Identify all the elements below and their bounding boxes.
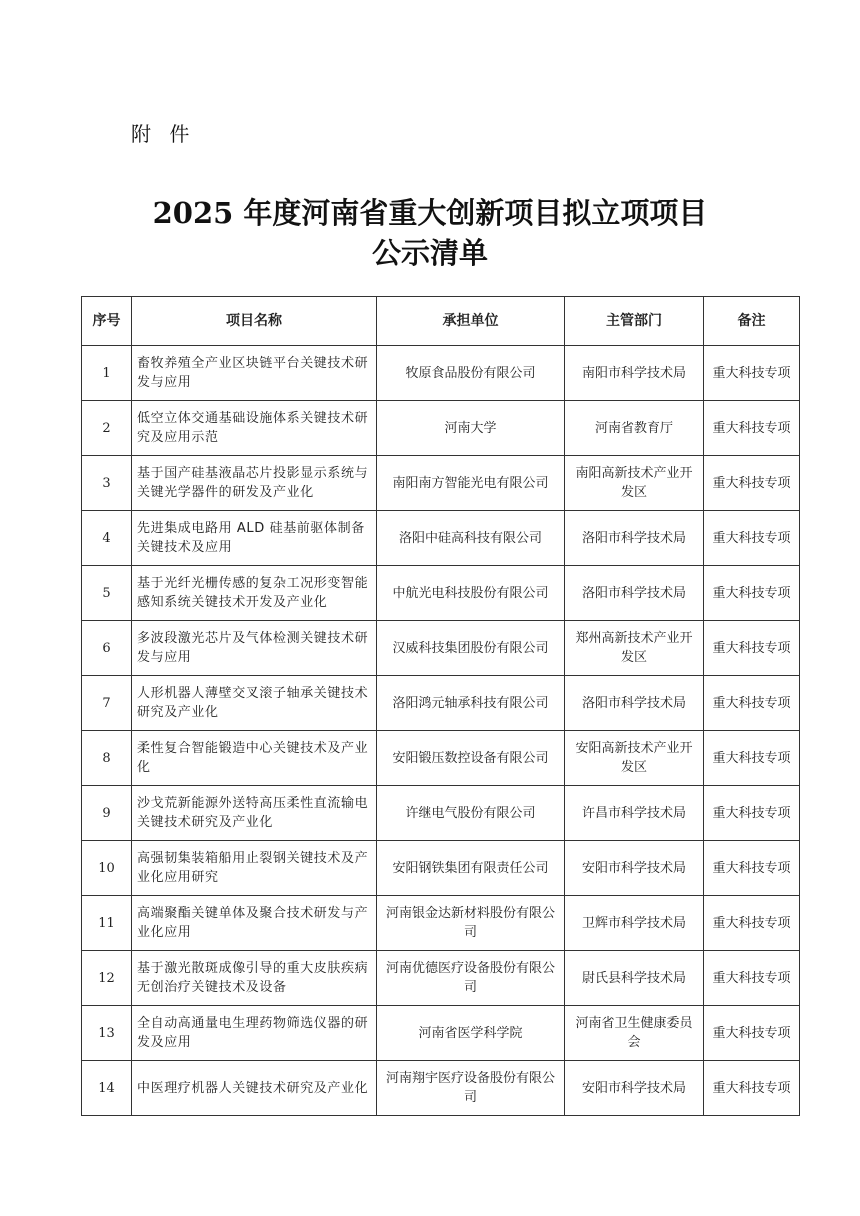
row-no: 7 — [82, 676, 132, 731]
row-project-name: 全自动高通量电生理药物筛选仪器的研发及应用 — [132, 1006, 377, 1061]
table-row — [82, 346, 800, 401]
row-department: 许昌市科学技术局 — [565, 786, 704, 841]
row-unit: 河南优德医疗设备股份有限公司 — [377, 951, 565, 1006]
row-project-name: 基于光纤光栅传感的复杂工况形变智能感知系统关键技术开发及产业化 — [132, 566, 377, 621]
row-remark: 重大科技专项 — [704, 401, 800, 456]
table-row — [82, 841, 800, 896]
row-unit: 河南省医学科学院 — [377, 1006, 565, 1061]
row-department: 河南省卫生健康委员会 — [565, 1006, 704, 1061]
row-project-name: 畜牧养殖全产业区块链平台关键技术研发与应用 — [132, 346, 377, 401]
row-remark: 重大科技专项 — [704, 896, 800, 951]
table-row — [82, 456, 800, 511]
row-department: 洛阳市科学技术局 — [565, 566, 704, 621]
row-remark: 重大科技专项 — [704, 951, 800, 1006]
project-table — [81, 296, 800, 1116]
row-department: 南阳市科学技术局 — [565, 346, 704, 401]
row-unit: 河南大学 — [377, 401, 565, 456]
row-project-name: 先进集成电路用 ALD 硅基前驱体制备关键技术及应用 — [132, 511, 377, 566]
header-remark: 备注 — [704, 297, 800, 346]
table-row — [82, 896, 800, 951]
row-no: 3 — [82, 456, 132, 511]
header-project-name: 项目名称 — [132, 297, 377, 346]
row-remark: 重大科技专项 — [704, 731, 800, 786]
row-department: 河南省教育厅 — [565, 401, 704, 456]
table-row — [82, 1061, 800, 1116]
row-unit: 安阳锻压数控设备有限公司 — [377, 731, 565, 786]
row-department: 卫辉市科学技术局 — [565, 896, 704, 951]
row-project-name: 人形机器人薄壁交叉滚子轴承关键技术研究及产业化 — [132, 676, 377, 731]
row-project-name: 中医理疗机器人关键技术研究及产业化 — [132, 1061, 377, 1116]
row-project-name: 沙戈荒新能源外送特高压柔性直流输电关键技术研究及产业化 — [132, 786, 377, 841]
row-department: 安阳高新技术产业开发区 — [565, 731, 704, 786]
table-row — [82, 621, 800, 676]
row-no: 6 — [82, 621, 132, 676]
row-remark: 重大科技专项 — [704, 346, 800, 401]
row-project-name: 高端聚酯关键单体及聚合技术研发与产业化应用 — [132, 896, 377, 951]
row-project-name: 高强韧集装箱船用止裂钢关键技术及产业化应用研究 — [132, 841, 377, 896]
table-row — [82, 566, 800, 621]
row-unit: 洛阳中硅高科技有限公司 — [377, 511, 565, 566]
row-no: 2 — [82, 401, 132, 456]
table-row — [82, 511, 800, 566]
row-project-name: 多波段激光芯片及气体检测关键技术研发与应用 — [132, 621, 377, 676]
row-unit: 洛阳鸿元轴承科技有限公司 — [377, 676, 565, 731]
row-remark: 重大科技专项 — [704, 1006, 800, 1061]
row-department: 郑州高新技术产业开发区 — [565, 621, 704, 676]
document-title: 2025 年度河南省重大创新项目拟立项项目 — [152, 196, 708, 230]
row-unit: 南阳南方智能光电有限公司 — [377, 456, 565, 511]
table-row — [82, 951, 800, 1006]
row-remark: 重大科技专项 — [704, 456, 800, 511]
row-unit: 牧原食品股份有限公司 — [377, 346, 565, 401]
row-remark: 重大科技专项 — [704, 1061, 800, 1116]
row-no: 12 — [82, 951, 132, 1006]
row-project-name: 基于国产硅基液晶芯片投影显示系统与关键光学器件的研发及产业化 — [132, 456, 377, 511]
row-no: 8 — [82, 731, 132, 786]
row-project-name: 基于激光散斑成像引导的重大皮肤疾病无创治疗关键技术及设备 — [132, 951, 377, 1006]
row-department: 洛阳市科学技术局 — [565, 511, 704, 566]
row-remark: 重大科技专项 — [704, 621, 800, 676]
header-unit: 承担单位 — [377, 297, 565, 346]
row-unit: 汉威科技集团股份有限公司 — [377, 621, 565, 676]
table-row — [82, 786, 800, 841]
row-project-name: 柔性复合智能锻造中心关键技术及产业化 — [132, 731, 377, 786]
row-department: 尉氏县科学技术局 — [565, 951, 704, 1006]
table-row — [82, 731, 800, 786]
document-subtitle: 公示清单 — [371, 236, 488, 270]
row-unit: 中航光电科技股份有限公司 — [377, 566, 565, 621]
row-project-name: 低空立体交通基础设施体系关键技术研究及应用示范 — [132, 401, 377, 456]
row-remark: 重大科技专项 — [704, 511, 800, 566]
row-unit: 许继电气股份有限公司 — [377, 786, 565, 841]
row-department: 安阳市科学技术局 — [565, 841, 704, 896]
table-row — [82, 401, 800, 456]
row-department: 南阳高新技术产业开发区 — [565, 456, 704, 511]
table-row — [82, 676, 800, 731]
row-unit: 安阳钢铁集团有限责任公司 — [377, 841, 565, 896]
row-remark: 重大科技专项 — [704, 566, 800, 621]
table-row — [82, 1006, 800, 1061]
row-no: 13 — [82, 1006, 132, 1061]
row-department: 安阳市科学技术局 — [565, 1061, 704, 1116]
attachment-label: 附 件 — [131, 122, 196, 146]
row-unit: 河南银金达新材料股份有限公司 — [377, 896, 565, 951]
header-no: 序号 — [82, 297, 132, 346]
row-no: 4 — [82, 511, 132, 566]
table-header-row — [82, 297, 800, 346]
row-remark: 重大科技专项 — [704, 676, 800, 731]
row-department: 洛阳市科学技术局 — [565, 676, 704, 731]
row-unit: 河南翔宇医疗设备股份有限公司 — [377, 1061, 565, 1116]
row-no: 11 — [82, 896, 132, 951]
row-no: 10 — [82, 841, 132, 896]
row-no: 1 — [82, 346, 132, 401]
header-department: 主管部门 — [565, 297, 704, 346]
row-no: 9 — [82, 786, 132, 841]
row-no: 5 — [82, 566, 132, 621]
row-remark: 重大科技专项 — [704, 841, 800, 896]
row-remark: 重大科技专项 — [704, 786, 800, 841]
row-no: 14 — [82, 1061, 132, 1116]
